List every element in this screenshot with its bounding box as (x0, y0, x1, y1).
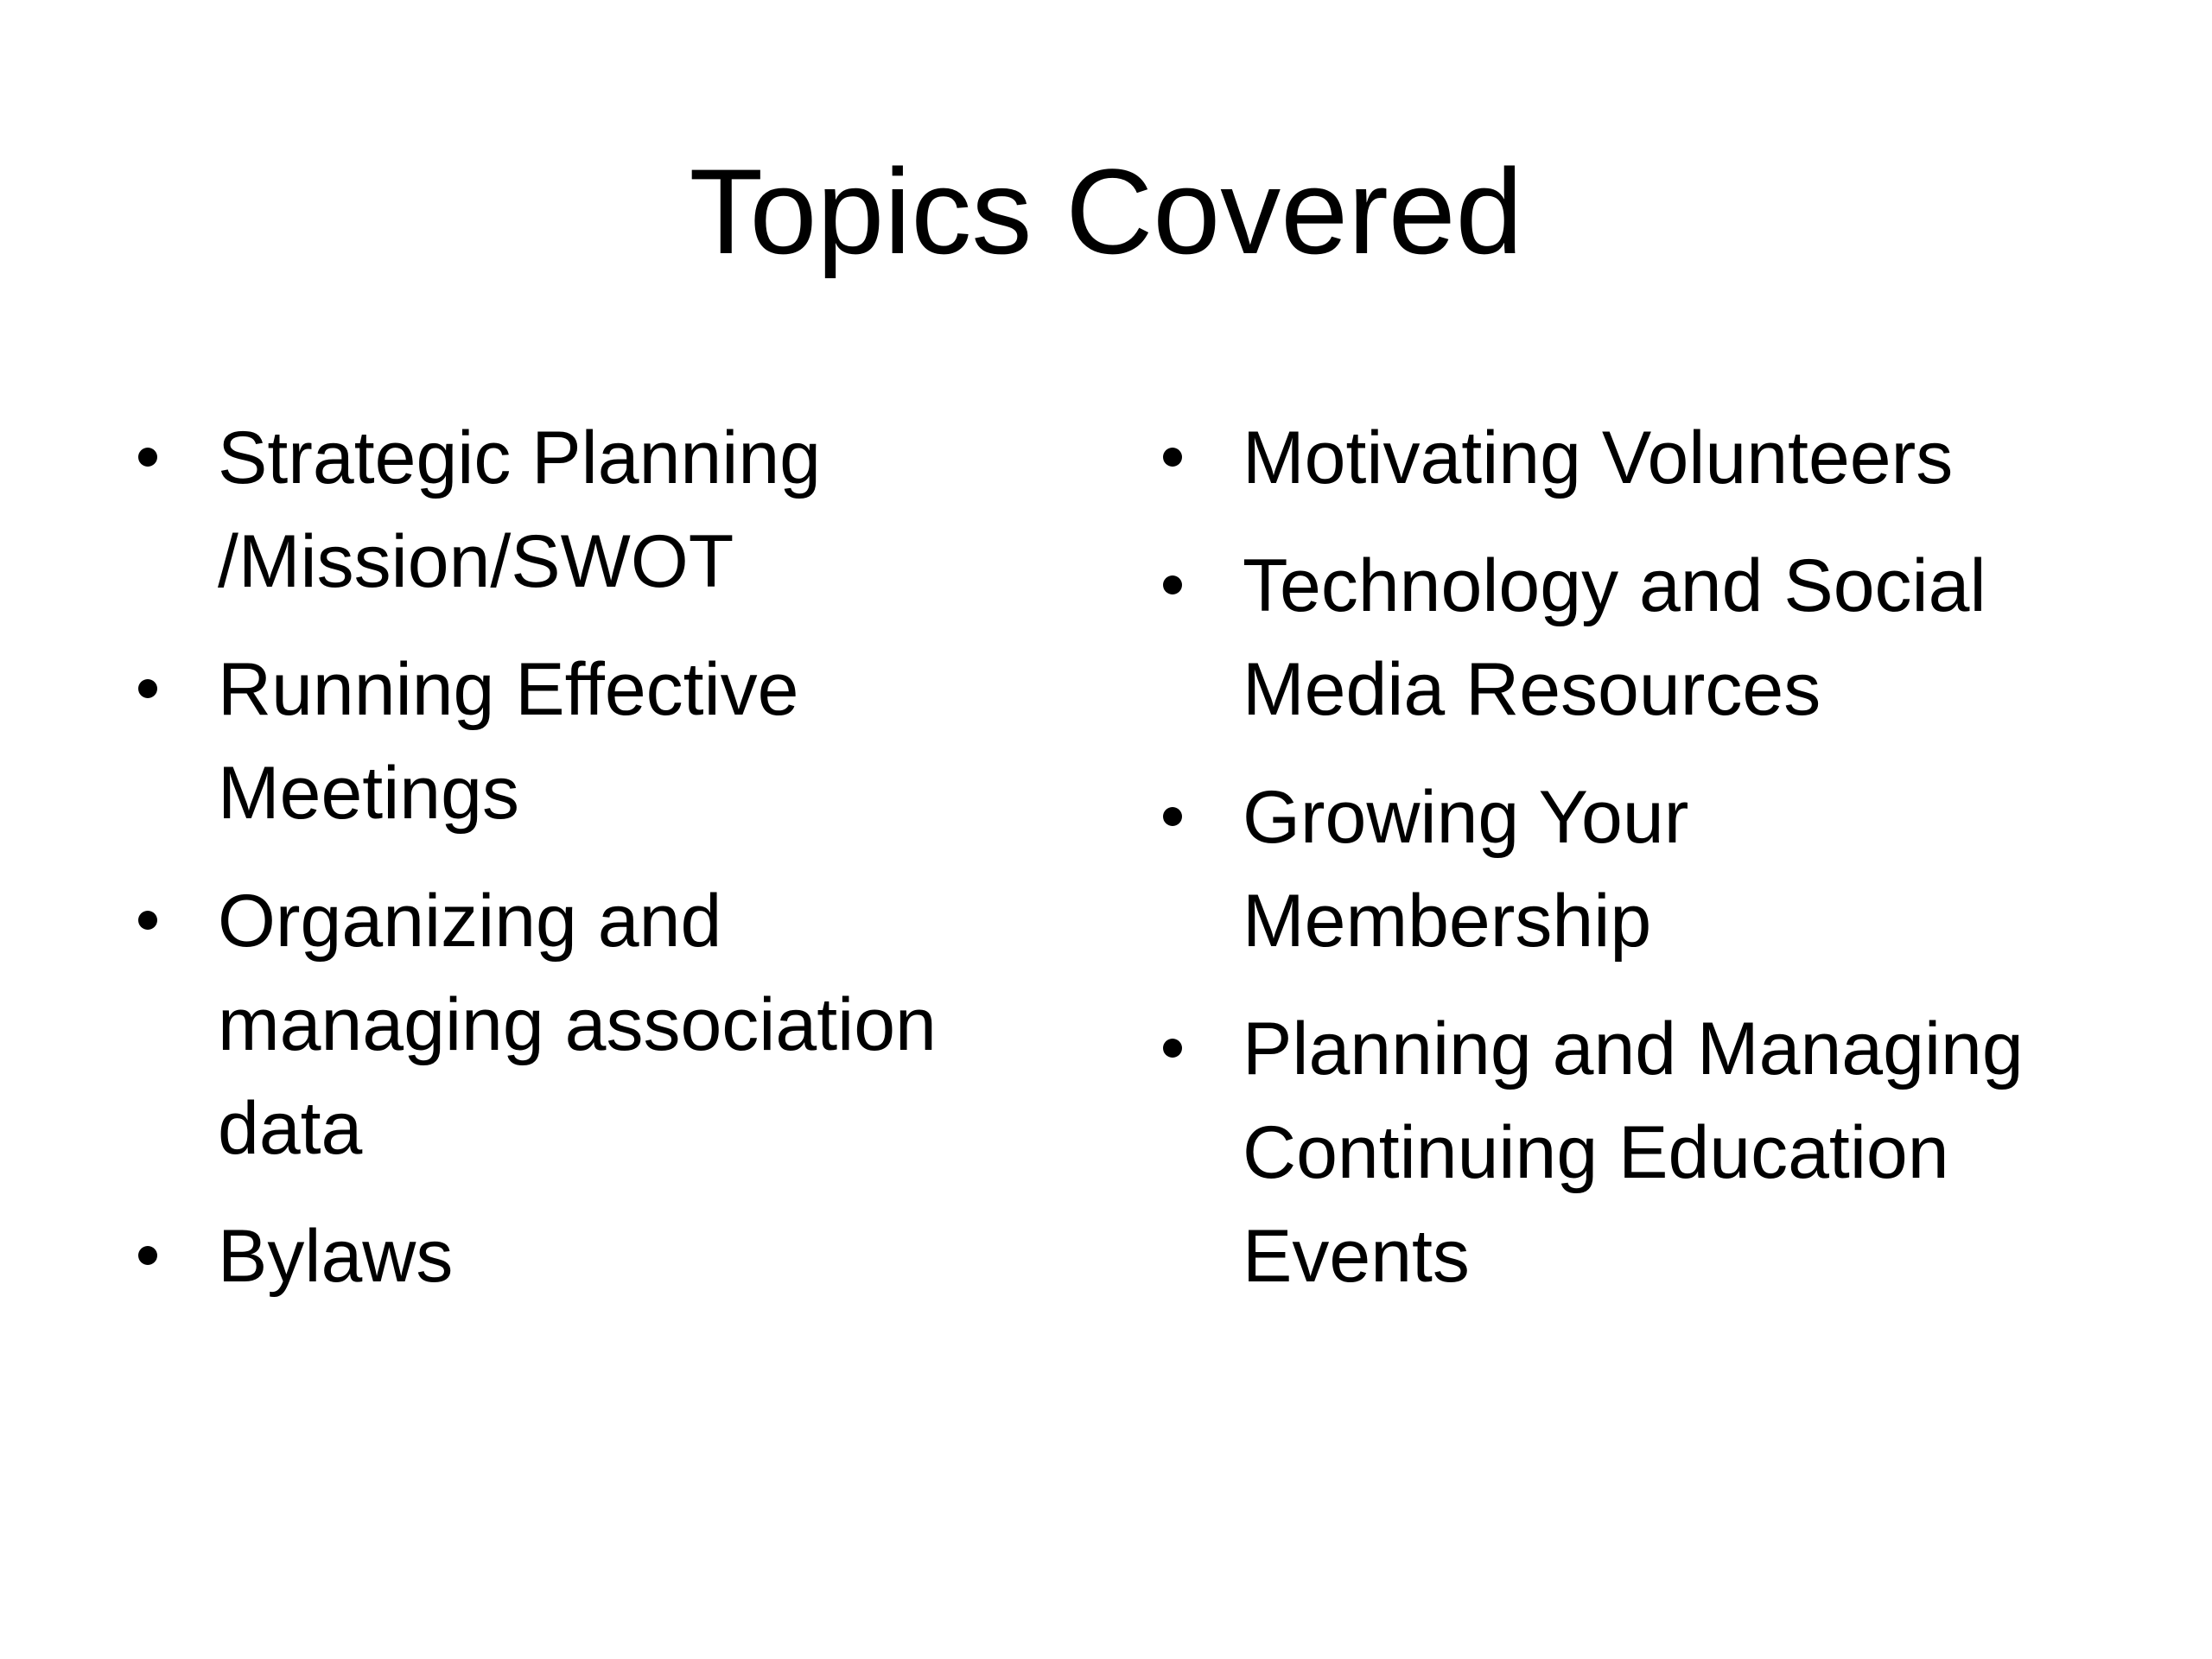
slide-title: Topics Covered (689, 143, 1523, 279)
bullet-icon (1156, 534, 1208, 638)
bullet-icon (1156, 766, 1208, 869)
left-topic-list (131, 406, 1047, 1332)
list-item-motivating-volunteers (1156, 406, 2124, 510)
bullet-line: Meetings (218, 752, 519, 835)
bullet-icon (1156, 997, 1208, 1101)
bullet-line: Strategic Planning (218, 416, 821, 499)
list-item-organizing-data (131, 869, 1047, 1180)
bullet-line: Growing Your (1243, 776, 1689, 859)
bullet-line: Motivating Volunteers (1243, 416, 1954, 499)
bullet-line: Media Resources (1243, 648, 1821, 731)
bullet-line: Events (1243, 1215, 1470, 1298)
right-topic-list (1156, 406, 2124, 1332)
bullet-line: /Mission/SWOT (218, 520, 734, 603)
bullet-line: Membership (1243, 880, 1652, 963)
list-item-bylaws (131, 1205, 1047, 1308)
bullet-line: Bylaws (218, 1215, 454, 1298)
list-item-technology-social-media (1156, 534, 2124, 741)
bullet-line: managing association (218, 983, 937, 1066)
bullet-line: data (218, 1087, 363, 1170)
bullet-line: Continuing Education (1243, 1111, 1949, 1194)
bullet-icon (131, 638, 183, 741)
bullet-icon (131, 406, 183, 510)
bullet-icon (131, 1205, 183, 1308)
list-item-growing-membership (1156, 766, 2124, 973)
list-item-running-meetings (131, 638, 1047, 845)
bullet-icon (131, 869, 183, 973)
bullet-line: Organizing and (218, 880, 722, 963)
list-item-continuing-education (1156, 997, 2124, 1308)
bullet-icon (1156, 406, 1208, 510)
bullet-line: Running Effective (218, 648, 799, 731)
bullet-line: Technology and Social (1243, 544, 1986, 627)
bullet-line: Planning and Managing (1243, 1007, 2024, 1090)
list-item-strategic-planning (131, 406, 1047, 613)
